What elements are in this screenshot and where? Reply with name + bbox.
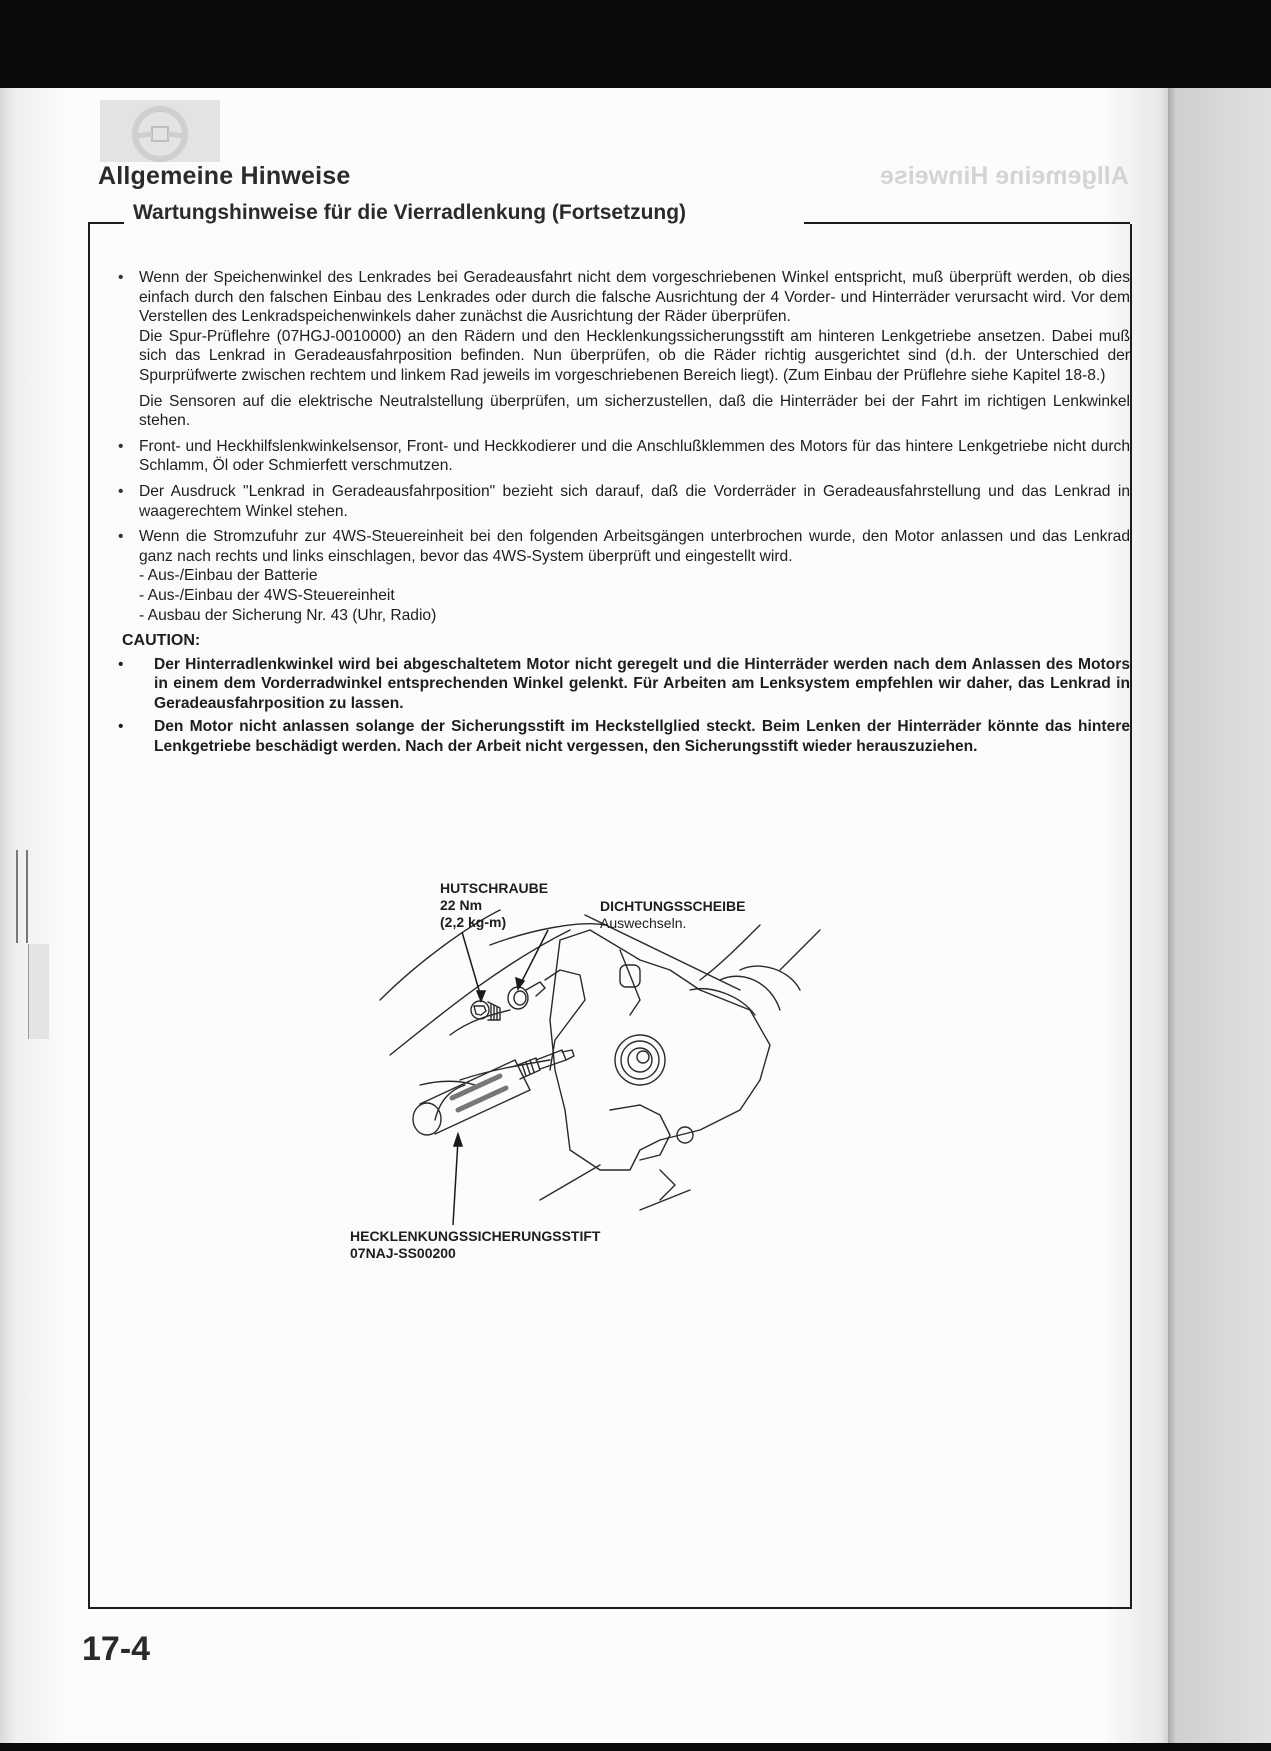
callout-title: DICHTUNGSSCHEIBE	[600, 898, 746, 914]
callout-title: HUTSCHRAUBE	[440, 880, 549, 896]
bullet-power-interruption	[118, 527, 1130, 625]
callout-title: HECKLENKUNGSSICHERUNGSSTIFT	[350, 1228, 601, 1244]
steering-wheel-icon	[122, 106, 198, 162]
paragraph: • Der Ausdruck "Lenkrad in Geradeausfahrposition" bezieht sich darauf, daß die Vorderräder in Geradeausfahrstellung und das Lenkrad in waagerechtem Winkel stehen.	[139, 482, 1130, 520]
callout-note: Auswechseln.	[600, 915, 687, 931]
side-thumb-tab	[28, 944, 49, 1039]
section-title: Allgemeine Hinweise	[98, 162, 351, 190]
torque-value: 22 Nm	[440, 897, 483, 913]
paragraph: Die Sensoren auf die elektrische Neutralstellung überprüfen, um sicherzustellen, daß die Hinterräder bei der Fahrt im richtigen Lenkwinkel stehen.	[139, 392, 1130, 430]
caution-label: CAUTION:	[122, 632, 201, 650]
paragraph: • Wenn der Speichenwinkel des Lenkrades bei Geradeausfahrt nicht dem vorgeschriebenen Winkel entspricht, muß überprüft werden, ob dies einfach durch den falschen Einbau des Lenkrades oder durch die falsche Ausrichtung der 4 Vorder- und Hinterräder verursacht wird. Vor dem Verstellen des Lenkradspeichenwinkels daher zunächst die Ausrichtung der Räder überprüfen.	[139, 269, 1130, 326]
callout-lock-pin	[350, 1228, 600, 1262]
facing-page-edge	[1168, 88, 1271, 1743]
sublist-item: - Ausbau der Sicherung Nr. 43 (Uhr, Radio)	[139, 606, 437, 624]
bleed-through-title: Allgemeine Hinweise	[880, 162, 1129, 190]
binding-marks	[16, 850, 28, 943]
sublist	[139, 566, 1130, 625]
paragraph: • Front- und Heckhilfslenkwinkelsensor, Front- und Heckkodierer und die Anschlußklemmen des Motors für das hintere Lenkgetriebe nicht durch Schlamm, Öl oder Schmierfett verschmutzen.	[139, 437, 1130, 475]
sublist-item: - Aus-/Einbau der Batterie	[139, 567, 318, 585]
paragraph: • Wenn die Stromzufuhr zur 4WS-Steuereinheit bei den folgenden Arbeitsgängen unterbrochen wurde, den Motor anlassen und das Lenkrad ganz nach rechts und links einschlagen, bevor das 4WS-System überprüft und eingestellt wird.	[139, 528, 1130, 565]
bullet-spoke-angle	[118, 268, 1130, 431]
caution-item: • Der Hinterradlenkwinkel wird bei abgeschaltetem Motor nicht geregelt und die Hinterräder werden nach dem Anlassen des Motors in einem dem Vorderradwinkel entsprechenden Winkel gelenkt. Für Arbeiten am Lenksystem empfehlen wir daher, das Lenkrad in Geradeausfahrposition zu lassen.	[118, 655, 1130, 714]
paragraph: Die Spur-Prüflehre (07HGJ-0010000) an den Rädern und den Hecklenkungssicherungsstift am hinteren Lenkgetriebe ansetzen. Dabei muß sich das Lenkrad in Geradeausfahrposition befinden. Nun überprüfen, ob die Räder richtig ausgerichtet sind (d.h. der Unterschied der Spurprüfwerte zwischen rechtem und linkem Rad jeweils im vorgeschriebenen Bereich liegt). (Zum Einbau der Prüflehre siehe Kapitel 18-8.)	[139, 327, 1130, 384]
chapter-tab-icon	[100, 100, 220, 162]
page-number: 17-4	[82, 1630, 151, 1668]
callout-cap-screw	[440, 880, 548, 931]
torque-value-kgm: (2,2 kg-m)	[440, 914, 507, 930]
caution-item: • Den Motor nicht anlassen solange der Sicherungsstift im Heckstellglied steckt. Beim Lenken der Hinterräder könnte das hintere Lenkgetriebe beschädigt werden. Nach der Arbeit nicht vergessen, den Sicherungsstift wieder herauszuziehen.	[118, 717, 1130, 756]
bullet-contamination	[118, 437, 1130, 476]
bullet-straight-ahead-definition	[118, 482, 1130, 521]
part-number: 07NAJ-SS00200	[350, 1245, 456, 1261]
content-body	[118, 268, 1130, 757]
subtitle: Wartungshinweise für die Vierradlenkung (Fortsetzung)	[133, 201, 687, 224]
callout-sealing-washer	[600, 898, 745, 932]
sublist-item: - Aus-/Einbau der 4WS-Steuereinheit	[139, 586, 395, 604]
